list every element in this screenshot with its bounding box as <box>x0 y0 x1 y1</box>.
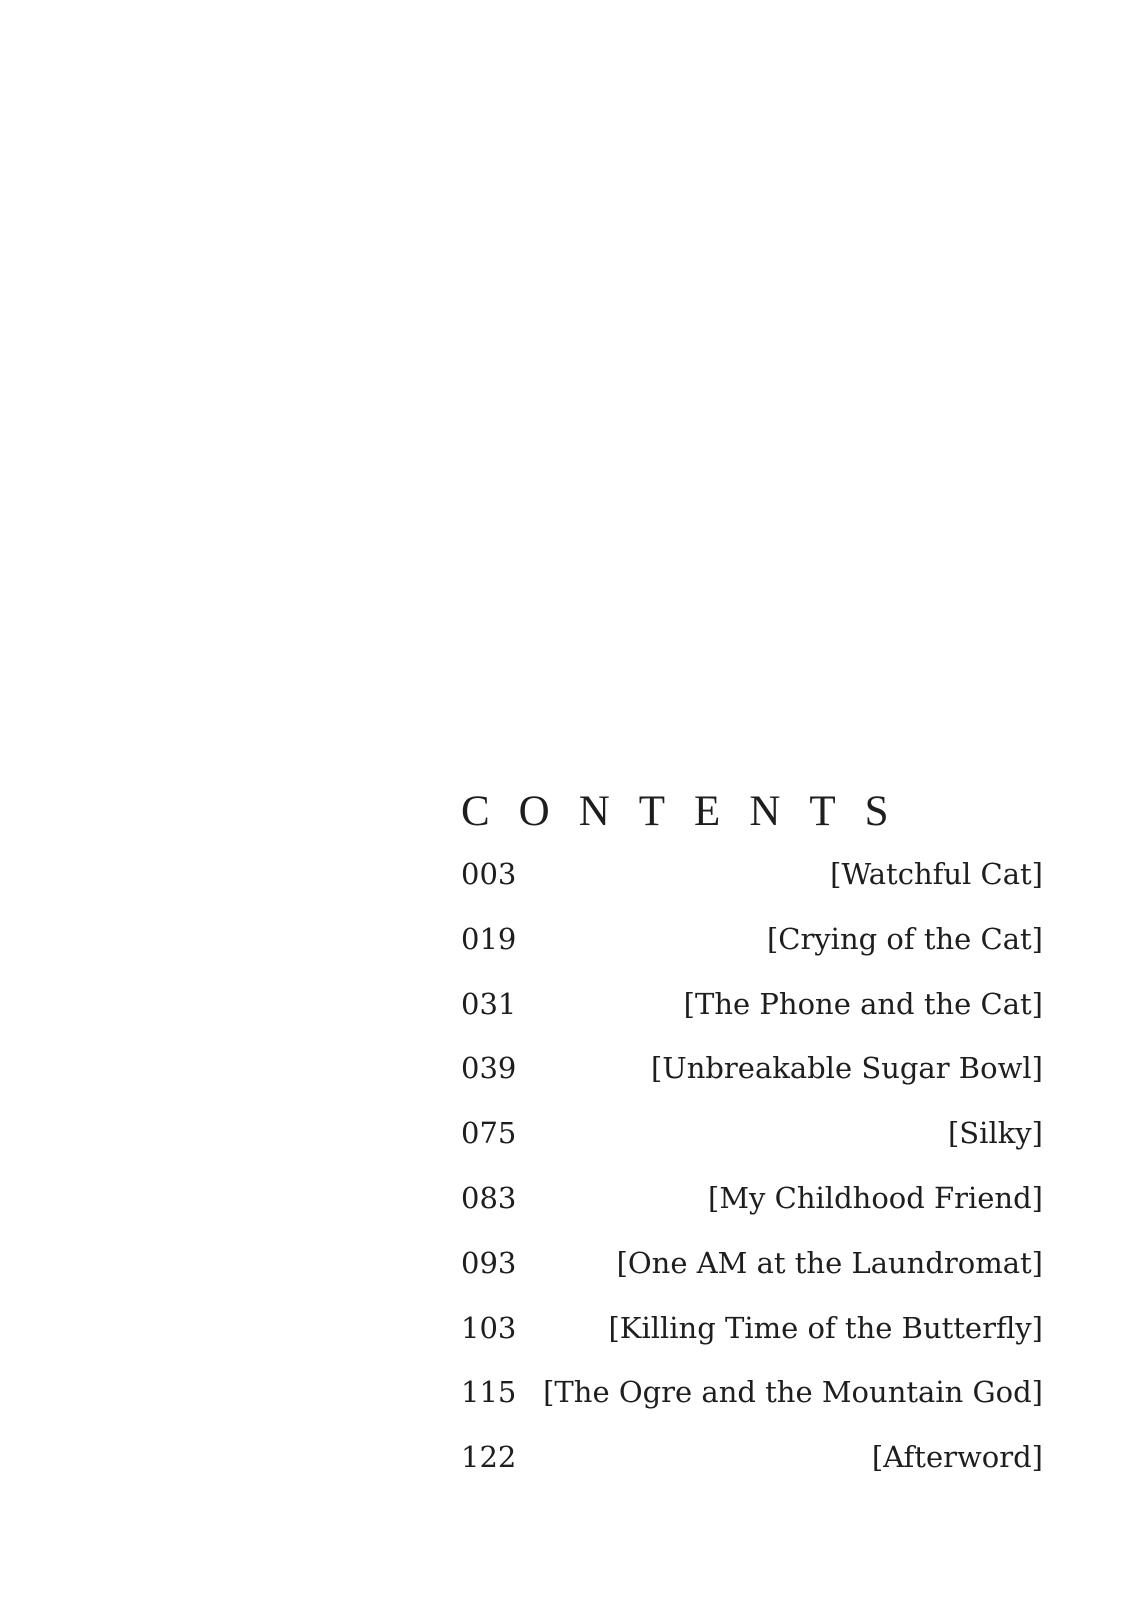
toc-chapter-title: [Watchful Cat] <box>830 857 1043 891</box>
toc-page-number: 019 <box>461 921 517 956</box>
toc-entry[interactable] <box>461 1180 1043 1245</box>
toc-chapter-title: [My Childhood Friend] <box>708 1180 1043 1215</box>
toc-entry[interactable] <box>461 921 1043 986</box>
toc-page-number: 083 <box>461 1180 517 1215</box>
table-of-contents <box>461 790 1043 1504</box>
toc-entry[interactable] <box>461 1310 1043 1375</box>
contents-heading: CONTENTS <box>461 788 918 835</box>
toc-chapter-title: [Killing Time of the Butterfly] <box>608 1310 1043 1345</box>
toc-page-number: 122 <box>461 1440 517 1475</box>
toc-entry[interactable] <box>461 1050 1043 1115</box>
toc-page-number: 093 <box>461 1245 517 1280</box>
toc-chapter-title: [The Ogre and the Mountain God] <box>543 1375 1043 1410</box>
toc-list <box>461 856 1043 1504</box>
toc-page-number: 031 <box>461 986 517 1021</box>
toc-chapter-title: [Silky] <box>947 1116 1043 1151</box>
toc-entry[interactable] <box>461 1374 1043 1439</box>
toc-page-number: 103 <box>461 1310 517 1345</box>
toc-chapter-title: [Crying of the Cat] <box>766 921 1043 956</box>
toc-chapter-title: [Unbreakable Sugar Bowl] <box>650 1051 1043 1086</box>
toc-entry[interactable] <box>461 1439 1043 1504</box>
toc-chapter-title: [Afterword] <box>871 1440 1043 1475</box>
toc-entry[interactable] <box>461 856 1043 921</box>
toc-entry[interactable] <box>461 1115 1043 1180</box>
toc-page-number: 003 <box>461 857 517 891</box>
toc-chapter-title: [One AM at the Laundromat] <box>616 1245 1043 1280</box>
toc-page-number: 075 <box>461 1116 517 1151</box>
toc-page-number: 115 <box>461 1375 517 1410</box>
toc-chapter-title: [The Phone and the Cat] <box>683 986 1043 1021</box>
toc-page-number: 039 <box>461 1051 517 1086</box>
toc-entry[interactable] <box>461 986 1043 1051</box>
toc-entry[interactable] <box>461 1245 1043 1310</box>
